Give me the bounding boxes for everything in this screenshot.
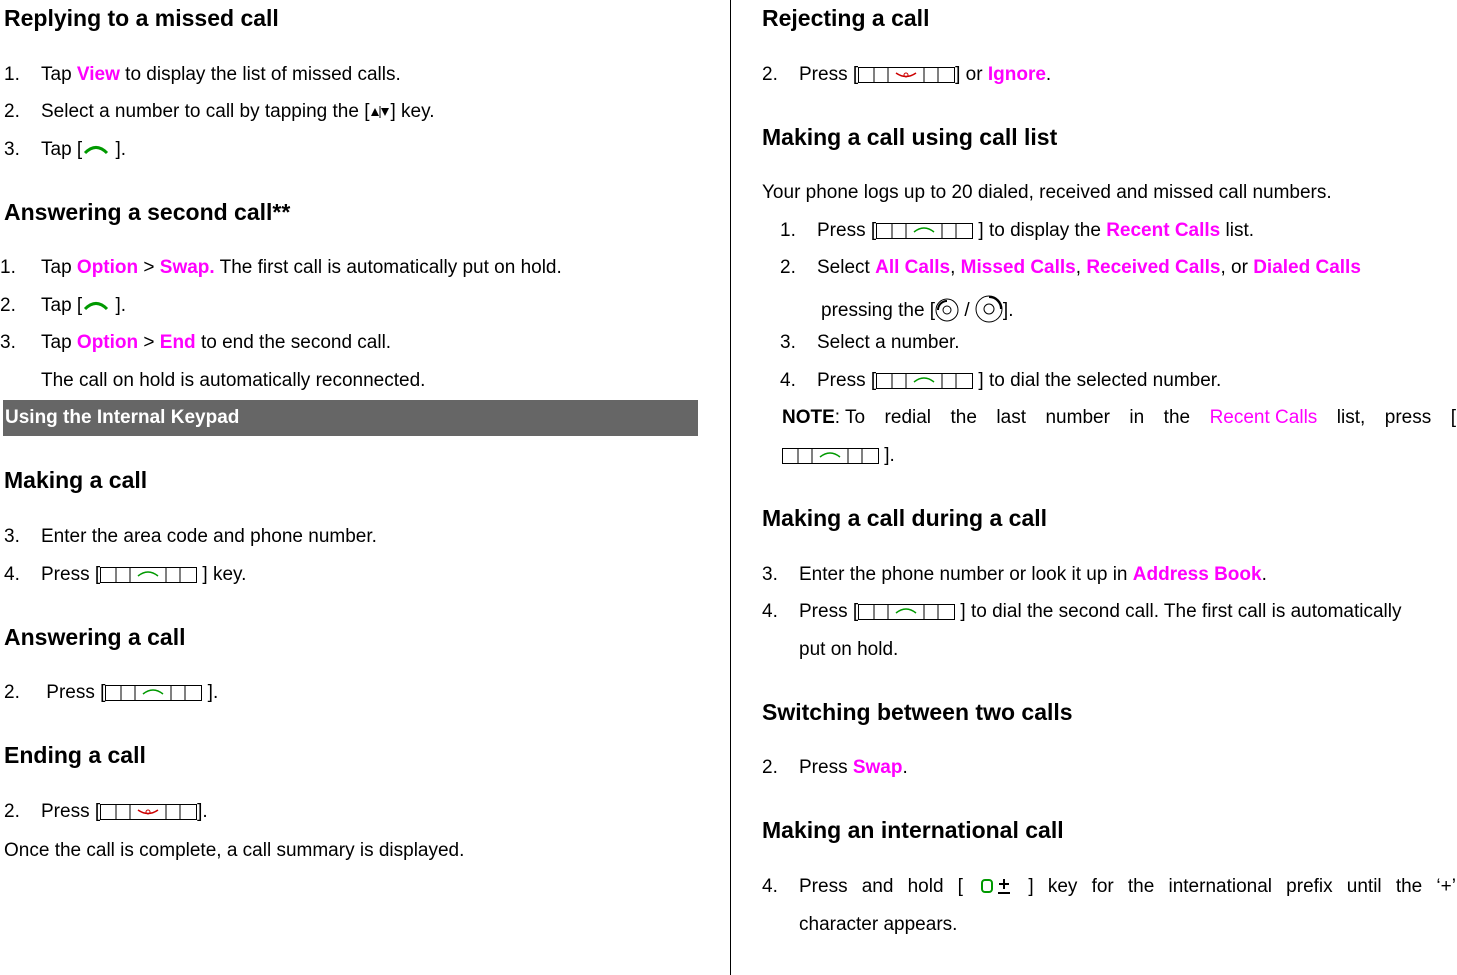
during-step-2-cont: put on hold.: [799, 639, 899, 660]
end-key-icon: [100, 804, 197, 820]
missed-step-3: 3. Tap [ ].: [4, 139, 127, 160]
column-divider: [730, 0, 731, 975]
rejecting-step-1: 2. Press [ ] or Ignore.: [762, 64, 1052, 85]
up-down-arrow-icon: [369, 104, 390, 120]
answering-call-title: Answering a call: [4, 624, 186, 650]
during-call-title: Making a call during a call: [762, 505, 1048, 531]
making-step-2: 4. Press [ ] key.: [4, 564, 247, 585]
second-step-3: 3. Tap Option > End to end the second call.: [0, 332, 392, 353]
second-step-1: 1. Tap Option > Swap. The first call is automatically put on hold.: [0, 257, 562, 278]
second-step-2: 2. Tap [ ].: [0, 295, 127, 316]
green-phone-icon: [82, 142, 110, 158]
swap-link[interactable]: Swap: [852, 757, 903, 778]
section-bar: [3, 400, 698, 436]
international-step-num: 4.: [762, 876, 778, 897]
send-key-icon: [876, 373, 973, 389]
missed-call-title: Replying to a missed call: [4, 5, 279, 31]
during-step-2: 4. Press [ ] to dial the second call. The first call is automatically: [762, 601, 1402, 622]
view-link[interactable]: View: [76, 64, 120, 85]
zero-plus-key-icon: [980, 877, 1014, 895]
received-calls-link[interactable]: Received Calls: [1086, 257, 1221, 278]
recent-calls-ref: Recent Calls: [1209, 407, 1318, 428]
note-label: NOTE: [782, 407, 835, 428]
ending-call-title: Ending a call: [4, 742, 146, 768]
send-key-icon: [858, 604, 955, 620]
send-key-icon: [105, 685, 202, 701]
missed-step-1: 1. Tap View to display the list of missed calls.: [4, 64, 401, 85]
nav-right-icon: [975, 295, 1003, 323]
option-link[interactable]: Option: [76, 332, 139, 353]
end-link[interactable]: End: [159, 332, 196, 353]
call-list-title: Making a call using call list: [762, 124, 1058, 150]
switching-title: Switching between two calls: [762, 699, 1073, 725]
international-step-1-cont: character appears.: [799, 914, 958, 935]
ending-note: Once the call is complete, a call summary is displayed.: [4, 840, 465, 861]
ignore-link[interactable]: Ignore: [987, 64, 1046, 85]
address-book-link[interactable]: Address Book: [1132, 564, 1262, 585]
switching-step-1: 2. Press Swap.: [762, 757, 908, 778]
call-list-note: NOTE: To redial the last number in the Recent Calls list, press [: [782, 407, 1456, 428]
swap-link[interactable]: Swap.: [159, 257, 215, 278]
making-step-1: 3. Enter the area code and phone number.: [4, 526, 377, 547]
call-list-step-2: 2. Select All Calls, Missed Calls, Received Calls, or Dialed Calls: [780, 257, 1361, 278]
international-title: Making an international call: [762, 817, 1064, 843]
send-key-icon: [782, 448, 879, 464]
during-step-1: 3. Enter the phone number or look it up in Address Book.: [762, 564, 1267, 585]
international-step-1: Press and hold [ ] key for the international prefix until the ‘+’: [799, 876, 1456, 897]
answering-step-1: 2. Press [ ].: [4, 682, 219, 703]
making-call-title: Making a call: [4, 467, 148, 493]
call-list-intro: Your phone logs up to 20 dialed, received and missed call numbers.: [762, 182, 1332, 203]
all-calls-link[interactable]: All Calls: [875, 257, 951, 278]
end-key-icon: [858, 67, 955, 83]
call-list-step-1: 1. Press [ ] to display the Recent Calls list.: [780, 220, 1255, 241]
rejecting-call-title: Rejecting a call: [762, 5, 930, 31]
section-bar-title: Using the Internal Keypad: [5, 407, 240, 428]
missed-calls-link[interactable]: Missed Calls: [960, 257, 1076, 278]
send-key-icon: [100, 567, 197, 583]
second-call-title: Answering a second call**: [4, 199, 291, 225]
recent-calls-link[interactable]: Recent Calls: [1106, 220, 1221, 241]
ending-step-1: 2. Press [ ].: [4, 801, 208, 822]
call-list-step-2-cont: pressing the [ / ].: [821, 295, 1013, 323]
call-list-step-3: 3. Select a number.: [780, 332, 960, 353]
green-phone-icon: [82, 298, 110, 314]
option-link[interactable]: Option: [76, 257, 139, 278]
second-note: The call on hold is automatically reconnected.: [41, 370, 426, 391]
send-key-icon: [876, 223, 973, 239]
dialed-calls-link[interactable]: Dialed Calls: [1253, 257, 1361, 278]
nav-left-icon: [935, 298, 959, 322]
missed-step-2: 2. Select a number to call by tapping the [ ] key.: [4, 101, 435, 122]
call-list-note-cont: ].: [782, 445, 895, 467]
call-list-step-4: 4. Press [ ] to dial the selected number.: [780, 370, 1222, 391]
